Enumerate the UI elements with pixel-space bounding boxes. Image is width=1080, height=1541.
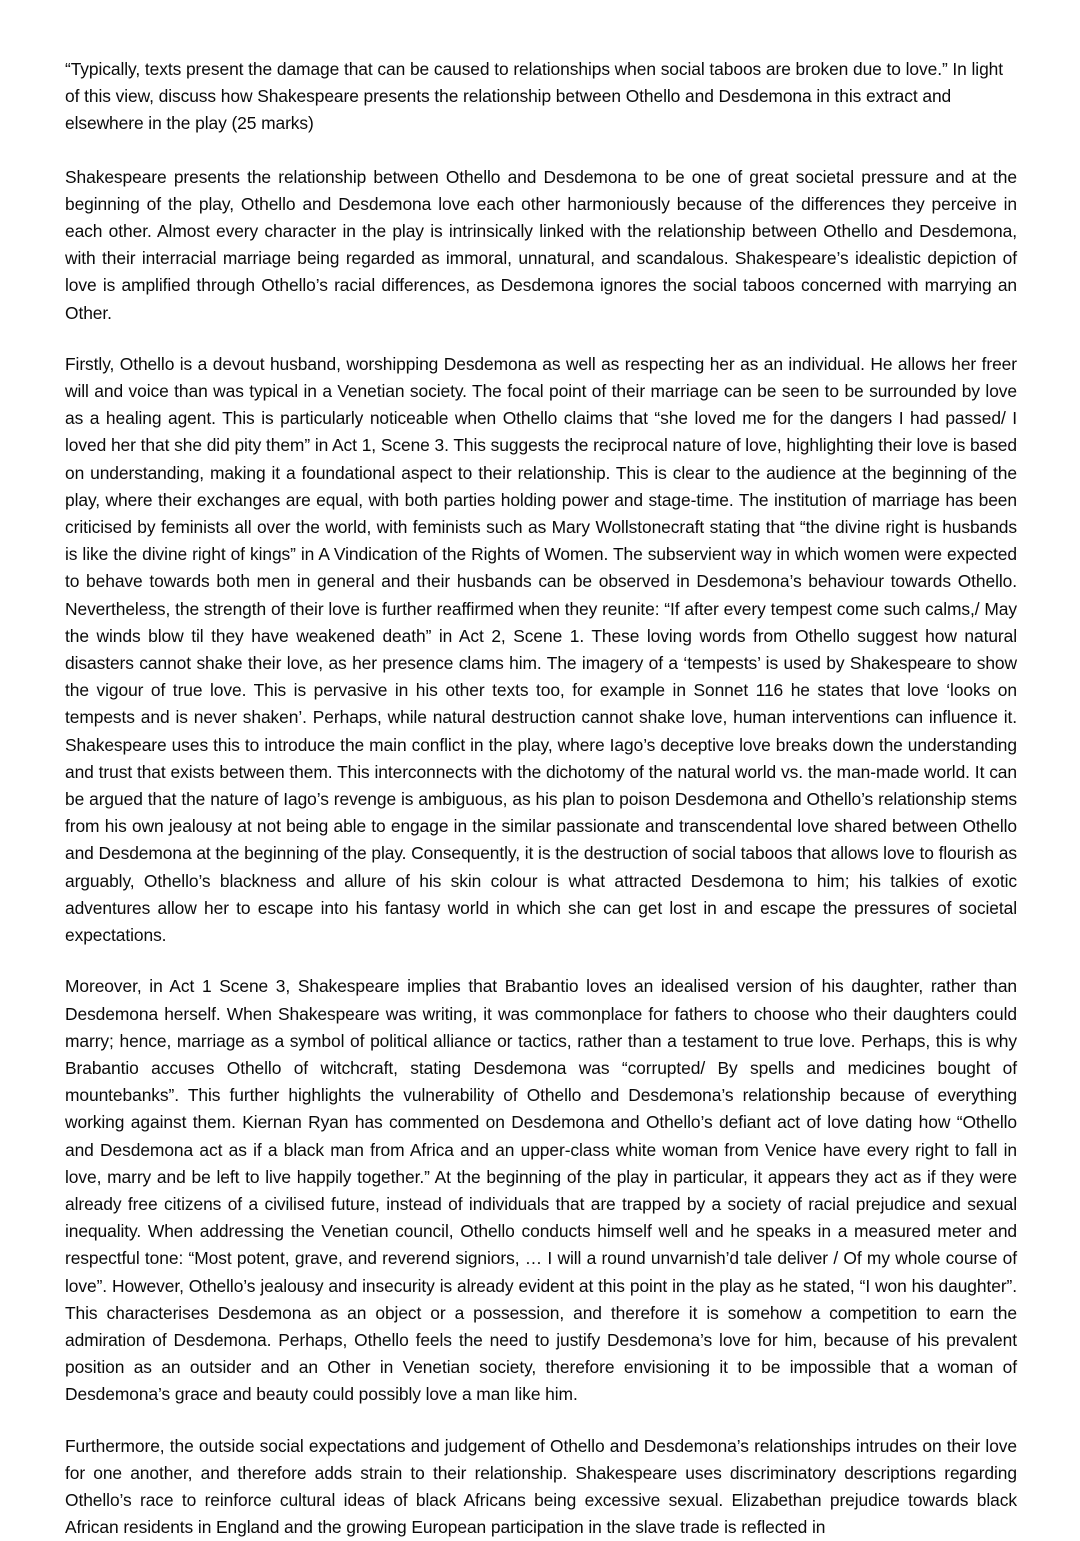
- essay-introduction-paragraph: Shakespeare presents the relationship between Othello and Desdemona to be one of great societal pressure and at the beginning of the play, Othello and Desdemona love each other harmoniously because of the differences they perceive in each other. Almost every character in the play is intrinsically linked with the relationship between Othello and Desdemona, with their interracial marriage being regarded as immoral, unnatural, and scandalous. Shakespeare’s idealistic depiction of love is amplified through Othello’s racial differences, as Desdemona ignores the social taboos concerned with marrying an Other.: [65, 166, 1017, 323]
- document-text-body: [65, 56, 1017, 1541]
- essay-body-paragraph-1: Firstly, Othello is a devout husband, worshipping Desdemona as well as respecting her as an individual. He allows her freer will and voice than was typical in a Venetian society. The focal point of their marriage can be seen to be surrounded by love as a healing agent. This is particularly noticeable when Othello claims that “she loved me for the dangers I had passed/ I loved her that she did pity them” in Act 1, Scene 3. This suggests the reciprocal nature of love, highlighting their love is based on understanding, making it a foundational aspect to their relationship. This is clear to the audience at the beginning of the play, where their exchanges are equal, with both parties holding power and stage-time. The institution of marriage has been criticised by feminists all over the world, with feminists such as Mary Wollstonecraft stating that “the divine right is husbands is like the divine right of kings” in A Vindication of the Rights of Women. The subservient way in which women were expected to behave towards both men in general and their husbands can be observed in Desdemona’s behaviour towards Othello. Nevertheless, the strength of their love is further reaffirmed when they reunite: “If after every tempest come such calms,/ May the winds blow til they have weakened death” in Act 2, Scene 1. These loving words from Othello suggest how natural disasters cannot shake their love, as her presence clams him. The imagery of a ‘tempests’ is used by Shakespeare to show the vigour of true love. This is pervasive in his other texts too, for example in Sonnet 116 he states that love ‘looks on tempests and is never shaken’. Perhaps, while natural destruction cannot shake love, human interventions can influence it. Shakespeare uses this to introduce the main conflict in the play, where Iago’s deceptive love breaks down the understanding and trust that exists between them. This interconnects with the dichotomy of the natural world vs. the man-made world. It can be argued that the nature of Iago’s revenge is ambiguous, as his plan to poison Desdemona and Othello’s relationship stems from his own jealousy at not being able to engage in the similar passionate and transcendental love shared between Othello and Desdemona at the beginning of the play. Consequently, it is the destruction of social taboos that allows love to flourish as arguably, Othello’s blackness and allure of his skin colour is what attracted Desdemona to him; his talkies of exotic adventures allow her to escape into his fantasy world in which she can get lost in and escape the pressures of societal expectations.: [65, 353, 1017, 946]
- essay-body-paragraph-3: Furthermore, the outside social expectations and judgement of Othello and Desdemona’s relationships intrudes on their love for one another, and therefore adds strain to their relationship. Shakespeare uses discriminatory descriptions regarding Othello’s race to reinforce cultural ideas of black Africans being excessive sexual. Elizabethan prejudice towards black African residents in England and the growing European participation in the slave trade is reflected in: [65, 1435, 1017, 1538]
- essay-body-paragraph-2: Moreover, in Act 1 Scene 3, Shakespeare implies that Brabantio loves an idealised version of his daughter, rather than Desdemona herself. When Shakespeare was writing, it was commonplace for fathers to choose who their daughters could marry; hence, marriage as a symbol of political alliance or tactics, rather than a testament to true love. Perhaps, this is why Brabantio accuses Othello of witchcraft, stating Desdemona was “corrupted/ By spells and medicines bought of mountebanks”. This further highlights the vulnerability of Othello and Desdemona’s relationship because of everything working against them. Kiernan Ryan has commented on Desdemona and Othello’s defiant act of love dating how “Othello and Desdemona act as if a black man from Africa and an upper-class white woman from Venice have every right to fall in love, marry and be left to live happily together.” At the beginning of the play in particular, it appears they act as if they were already free citizens of a civilised future, instead of individuals that are trapped by a society of racial prejudice and sexual inequality. When addressing the Venetian council, Othello conducts himself well and he speaks in a measured meter and respectful tone: “Most potent, grave, and reverend signiors, … I will a round unvarnish’d tale deliver / Of my whole course of love”. However, Othello’s jealousy and insecurity is already evident at this point in the play as he stated, “I won his daughter”. This characterises Desdemona as an object or a possession, and therefore it is somehow a competition to earn the admiration of Desdemona. Perhaps, Othello feels the need to justify Desdemona’s love for him, because of his prevalent position as an outsider and an Other in Venetian society, therefore envisioning it to be impossible that a woman of Desdemona’s grace and beauty could possibly love a man like him.: [65, 976, 1017, 1405]
- essay-prompt-paragraph: “Typically, texts present the damage that can be caused to relationships when social taboos are broken due to love.” In light of this view, discuss how Shakespeare presents the relationship between Othello and Desdemona in this extract and elsewhere in the play (25 marks): [65, 59, 1004, 134]
